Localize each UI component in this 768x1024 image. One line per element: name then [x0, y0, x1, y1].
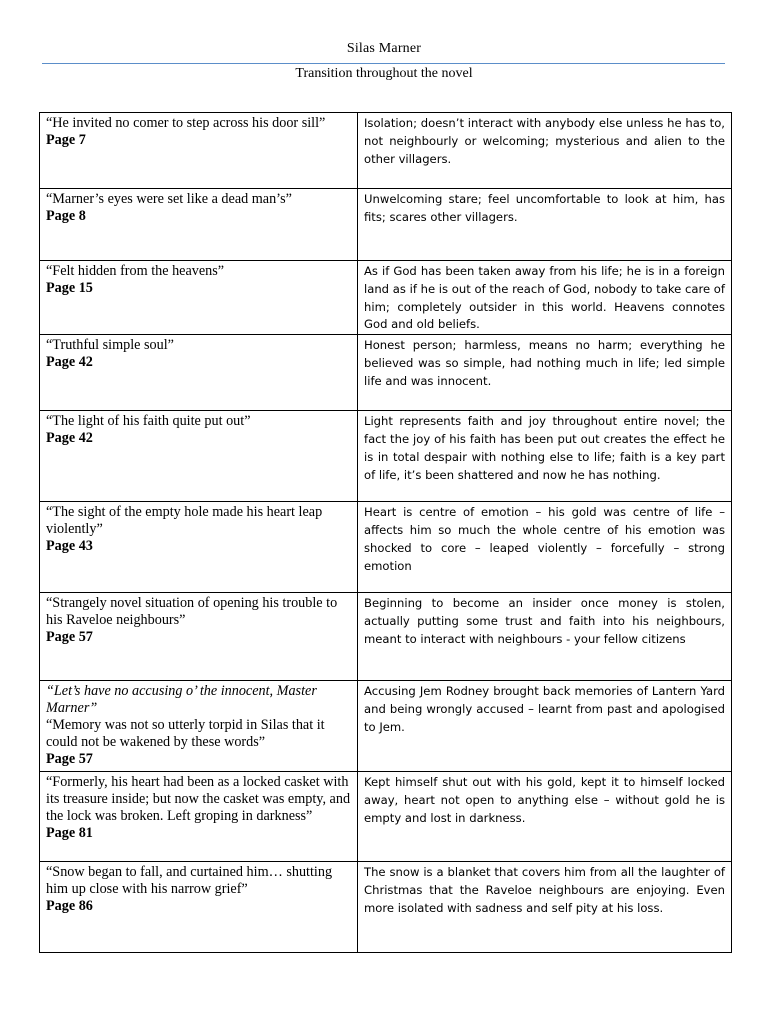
page-reference: Page 15: [46, 280, 93, 296]
quote-text: “Felt hidden from the heavens”: [46, 263, 225, 279]
quote-cell: [40, 411, 358, 502]
table-row: [40, 189, 732, 261]
quote-cell: [40, 681, 358, 772]
table-body: [40, 113, 732, 953]
page-reference: Page 8: [46, 208, 86, 224]
page-reference: Page 42: [46, 430, 93, 447]
quote-text: “Marner’s eyes were set like a dead man’s”: [46, 191, 292, 207]
analysis-cell: As if God has been taken away from his life; he is in a foreign land as if he is out of the reach of God, nobody to take care of him; completely outsider in this world. Heavens connotes God and old beliefs.: [358, 261, 732, 335]
quote-cell: [40, 502, 358, 593]
table-row: [40, 502, 732, 593]
analysis-cell: Light represents faith and joy throughout entire novel; the fact the joy of his faith has been put out creates the effect he is in total despair with nothing else to life; faith is a key part of life, it’s been shattered and now he has nothing.: [358, 411, 732, 502]
quote-cell: [40, 261, 358, 335]
table-row: [40, 681, 732, 772]
quotes-analysis-table: [39, 112, 732, 953]
title-divider: [42, 63, 725, 64]
analysis-cell: Beginning to become an insider once money is stolen, actually putting some trust and faith into his neighbours, meant to interact with neighbours - your fellow citizens: [358, 593, 732, 681]
quote-cell: [40, 862, 358, 953]
document-title: Silas Marner: [346, 41, 422, 56]
page-reference: Page 81: [46, 825, 93, 842]
analysis-cell: Unwelcoming stare; feel uncomfortable to look at him, has fits; scares other villagers.: [358, 189, 732, 261]
table-row: [40, 113, 732, 189]
analysis-cell: The snow is a blanket that covers him from all the laughter of Christmas that the Raveloe neighbours are enjoying. Even more isolated with sadness and self pity at his loss.: [358, 862, 732, 953]
quote-text: “Snow began to fall, and curtained him… shutting him up close with his narrow grief”: [46, 864, 333, 898]
quote-cell: [40, 189, 358, 261]
analysis-cell: Isolation; doesn’t interact with anybody else unless he has to, not neighbourly or welcoming; mysterious and alien to the other villagers.: [358, 113, 732, 189]
table-row: [40, 862, 732, 953]
page-reference: Page 7: [46, 132, 86, 148]
analysis-cell: Honest person; harmless, means no harm; everything he believed was so simple, had nothing much in life; led simple life and was innocent.: [358, 335, 732, 411]
page-reference: Page 42: [46, 354, 93, 371]
page-reference: Page 57: [46, 629, 93, 646]
analysis-cell: Heart is centre of emotion – his gold was centre of life – affects him so much the whole centre of his emotion was shocked to core – leaped violently – forcefully – strong emotion: [358, 502, 732, 593]
quote-cell: [40, 335, 358, 411]
document-subtitle: Transition throughout the novel: [295, 66, 473, 81]
page-reference: Page 57: [46, 751, 93, 768]
quote-text: “Formerly, his heart had been as a locked casket with its treasure inside; but now the casket was empty, and the lock was broken. Left groping in darkness”: [46, 774, 351, 825]
quote-text: “He invited no comer to step across his door sill”: [46, 115, 326, 131]
quote-text: “The light of his faith quite put out”: [46, 413, 251, 430]
quote-text: “Memory was not so utterly torpid in Silas that it could not be wakened by these words”: [46, 717, 325, 751]
quote-text: “Strangely novel situation of opening his trouble to his Raveloe neighbours”: [46, 595, 338, 629]
table-row: [40, 261, 732, 335]
analysis-cell: Kept himself shut out with his gold, kept it to himself locked away, heart not open to anything else – without gold he is empty and lost in darkness.: [358, 772, 732, 862]
page-reference: Page 86: [46, 898, 93, 915]
quote-text: “Truthful simple soul”: [46, 337, 174, 354]
quote-text: “The sight of the empty hole made his heart leap violently”: [46, 504, 323, 538]
quote-cell: [40, 113, 358, 189]
table-row: [40, 593, 732, 681]
table-row: [40, 335, 732, 411]
quote-cell: [40, 772, 358, 862]
quote-cell: [40, 593, 358, 681]
quote-text-italic: “Let’s have no accusing o’ the innocent, Master Marner”: [46, 683, 317, 717]
page-reference: Page 43: [46, 538, 93, 555]
table-row: [40, 772, 732, 862]
table-row: [40, 411, 732, 502]
analysis-cell: Accusing Jem Rodney brought back memories of Lantern Yard and being wrongly accused – learnt from past and apologised to Jem.: [358, 681, 732, 772]
